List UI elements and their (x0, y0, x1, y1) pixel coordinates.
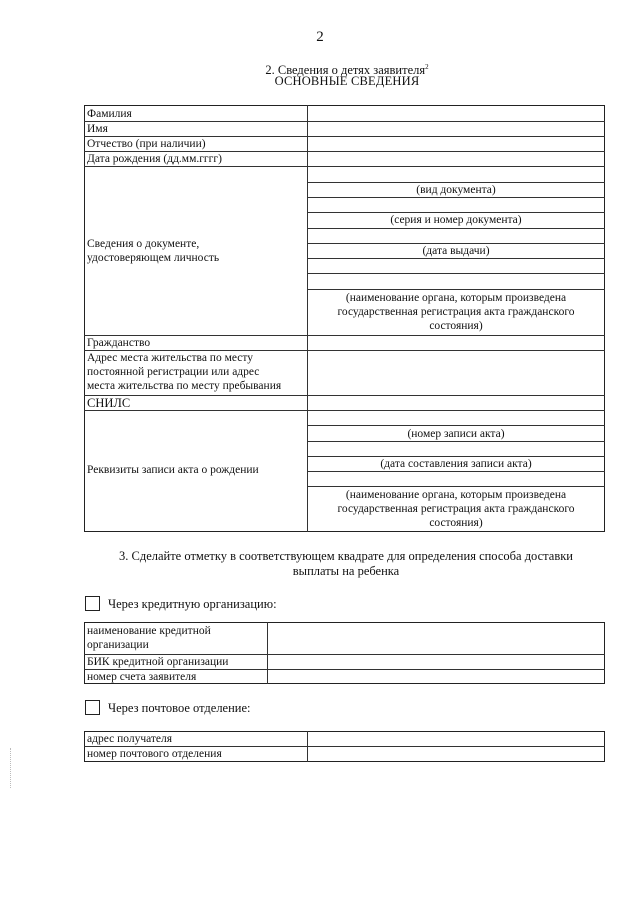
citizenship-field[interactable] (308, 336, 604, 350)
doc-type-field[interactable] (308, 167, 604, 182)
bank-option-checkbox[interactable] (85, 596, 100, 611)
birth-date-field[interactable] (308, 152, 604, 166)
hint-id-authority-line2: государственная регистрация акта гражданского (337, 306, 575, 318)
first-name-field[interactable] (308, 122, 604, 136)
issue-date-field[interactable] (308, 229, 604, 243)
label-bank-name-line1: наименование кредитной (87, 625, 211, 637)
account-field[interactable] (268, 670, 604, 683)
label-id-document-line2: удостоверяющем личность (87, 252, 220, 264)
label-account: номер счета заявителя (87, 671, 197, 683)
hint-id-authority-line1: (наименование органа, которым произведена (345, 292, 567, 304)
hint-doc-type: (вид документа) (416, 184, 496, 196)
label-bank-name (87, 624, 211, 652)
scan-mark (10, 748, 17, 788)
subrow-line (307, 425, 605, 426)
bank-name-field[interactable] (268, 623, 604, 654)
hint-id-authority (307, 291, 605, 333)
address-field[interactable] (308, 351, 604, 395)
label-birth-date: Дата рождения (дд.мм.гггг) (87, 153, 222, 165)
subrow-line (307, 289, 605, 290)
section-2-subtitle: ОСНОВНЫЕ СВЕДЕНИЯ (274, 74, 420, 88)
patronymic-field[interactable] (308, 137, 604, 151)
label-first-name: Имя (87, 123, 108, 135)
id-authority-field[interactable] (308, 259, 604, 289)
recipient-address-field[interactable] (308, 732, 604, 746)
label-id-document (87, 237, 219, 265)
label-address-line1: Адрес места жительства по месту (87, 352, 253, 364)
section-2-title-text: 2. Сведения о детях заявителя (265, 63, 426, 78)
bik-field[interactable] (268, 655, 604, 669)
hint-series-number: (серия и номер документа) (390, 214, 522, 226)
label-citizenship: Гражданство (87, 337, 151, 349)
hint-issue-date: (дата выдачи) (422, 245, 490, 257)
bank-option-label: Через кредитную организацию: (108, 597, 277, 611)
hint-record-date: (дата составления записи акта) (380, 458, 532, 470)
page-number: 2 (316, 29, 324, 45)
hint-record-authority (307, 488, 605, 530)
label-snils: СНИЛС (87, 396, 131, 410)
label-surname: Фамилия (87, 108, 132, 120)
hint-id-authority-line3: состояния) (429, 320, 483, 332)
hint-record-authority-line2: государственная регистрация акта гражданского (337, 503, 575, 515)
label-bik: БИК кредитной организации (87, 656, 229, 668)
label-bank-name-line2: организации (87, 639, 149, 651)
surname-field[interactable] (308, 106, 604, 121)
label-address (87, 351, 281, 393)
label-recipient-address: адрес получателя (87, 733, 173, 745)
hint-record-authority-line3: состояния) (429, 517, 483, 529)
subrow-line (307, 486, 605, 487)
record-number-field[interactable] (308, 411, 604, 425)
section-3-title (86, 549, 606, 579)
hint-record-number: (номер записи акта) (407, 428, 505, 440)
section-3-title-line2: выплаты на ребенка (292, 564, 400, 578)
series-number-field[interactable] (308, 198, 604, 212)
hint-record-authority-line1: (наименование органа, которым произведена (345, 489, 567, 501)
section-3-title-line1: 3. Сделайте отметку в соответствующем квадрате для определения способа доставки (119, 549, 573, 563)
label-address-line3: места жительства по месту пребывания (87, 380, 282, 392)
footnote-marker: 2 (425, 63, 429, 71)
label-id-document-line1: Сведения о документе, (87, 238, 200, 250)
label-post-office: номер почтового отделения (87, 748, 222, 760)
label-patronymic: Отчество (при наличии) (87, 138, 206, 150)
post-option-checkbox[interactable] (85, 700, 100, 715)
label-birth-record: Реквизиты записи акта о рождении (87, 464, 259, 476)
label-address-line2: постоянной регистрации или адрес (87, 366, 260, 378)
post-office-field[interactable] (308, 747, 604, 761)
record-date-field[interactable] (308, 442, 604, 456)
record-authority-field[interactable] (308, 472, 604, 486)
post-option-label: Через почтовое отделение: (108, 701, 251, 715)
snils-field[interactable] (308, 396, 604, 410)
